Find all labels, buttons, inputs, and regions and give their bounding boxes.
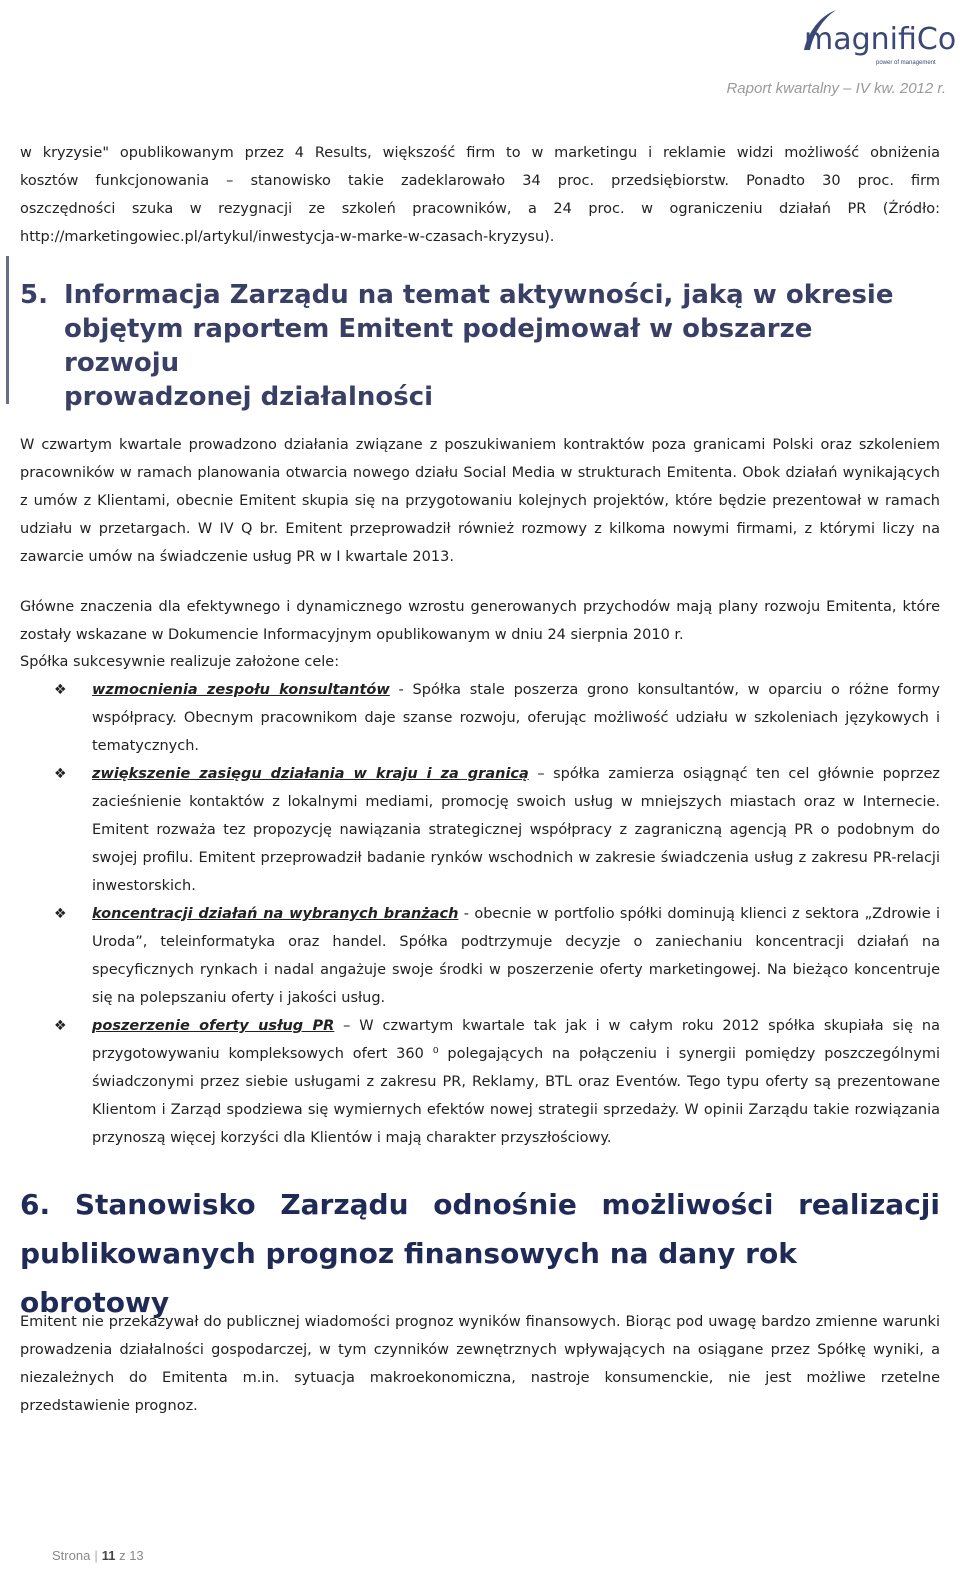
goal-text: - Spółka stale poszerza grono konsultantów, w oparciu o różne formy współpracy. Obecnym pracownikom daje szanse rozwoju, oferując możliwość udziału w szkoleniach językowych i tematycznych. (92, 682, 940, 754)
section-5-paragraph: W czwartym kwartale prowadzono działania związane z poszukiwaniem kontraktów poza granicami Polski oraz szkoleniem pracowników w ramach planowania otwarcia nowego działu Social Media w strukturach Emitenta. Obok działań wynikających z umów z Klientami, obecnie Emitent skupia się na przygotowaniu kolejnych projektów, które będzie prezentował w ramach udziału w przetargach. W IV Q br. Emitent przeprowadził również rozmowy z kilkoma nowymi firmami, z którymi liczy na zawarcie umów na świadczenie usług PR w I kwartale 2013. (20, 437, 940, 565)
goal-lead: zwiększenie zasięgu działania w kraju i za granicą (92, 766, 529, 782)
page-separator: | (94, 1548, 98, 1563)
heading-accent-bar (6, 256, 9, 404)
section-5-title-line: prowadzonej działalności (64, 382, 434, 412)
page-label: Strona (52, 1548, 91, 1563)
goal-text: - obecnie w portfolio spółki dominują klienci z sektora „Zdrowie i Uroda”, teleinformatyka oraz handel. Spółka podtrzymuje decyzje o zaniechaniu koncentracji działań na specyficznych rynkach i nadal angażuje swoje środki w poszerzenie oferty marketingowej. Na bieżąco koncentruje się na polepszaniu oferty i jakości usług. (92, 906, 940, 1006)
section-5-title-line: Informacja Zarządu na temat aktywności, jaką w okresie (64, 280, 894, 310)
intro-line: oszczędności szuka w rezygnacji ze szkoleń pracowników, a 24 proc. w ograniczeniu działań PR (Źródło: (20, 201, 940, 217)
section-6-title-line: publikowanych prognoz finansowych na dany rok obrotowy (20, 1237, 797, 1319)
goals-list (20, 676, 940, 1152)
page-total: z 13 (119, 1548, 144, 1563)
list-item (20, 676, 940, 760)
diamond-bullet-icon: ❖ (54, 682, 67, 698)
list-item (20, 900, 940, 1012)
goal-text: – W czwartym kwartale tak jak i w całym roku 2012 spółka skupiała się na przygotowywaniu kompleksowych ofert 360 ⁰ polegających na połączeniu i synergii pomiędzy poszczególnymi świadczonymi przez siebie usługami z zakresu PR, Reklamy, BTL oraz Eventów. Tego typu oferty są prezentowane Klientom i Zarząd spodziewa się wymiernych efektów nowej strategii sprzedaży. W opinii Zarządu takie rozwiązania przynoszą więcej korzyści dla Klientów i mają charakter przyszłościowy. (92, 1018, 940, 1146)
goal-text: – spółka zamierza osiągnąć ten cel głównie poprzez zacieśnienie kontaktów z lokalnymi mediami, promocję swoich usług w mniejszych miastach oraz w Internecie. Emitent rozważa tez propozycję nawiązania strategicznej współpracy z zagraniczną agencją PR o podobnym do swojej profilu. Emitent przeprowadził badanie rynków wschodnich w zakresie świadczenia usług z zakresu PR-relacji inwestorskich. (92, 766, 940, 894)
goal-lead: wzmocnienia zespołu konsultantów (92, 682, 390, 698)
intro-paragraph (20, 139, 940, 251)
section-5-number: 5. (20, 280, 48, 310)
section-5-goals-intro: Spółka sukcesywnie realizuje założone cele: (20, 654, 340, 670)
section-5-paragraph: Główne znaczenia dla efektywnego i dynamicznego wzrostu generowanych przychodów mają plany rozwoju Emitenta, które zostały wskazane w Dokumencie Informacyjnym opublikowanym w dniu 24 sierpnia 2010 r. (20, 599, 940, 643)
logo-wordmark: magnifiCo (804, 22, 957, 57)
goal-lead: poszerzenie oferty usług PR (92, 1018, 335, 1034)
section-6-title-line: 6. Stanowisko Zarządu odnośnie możliwości realizacji (20, 1188, 940, 1221)
goal-lead: koncentracji działań na wybranych branżach (92, 906, 459, 922)
report-title: Raport kwartalny – IV kw. 2012 r. (726, 80, 946, 97)
page-footer (52, 1548, 144, 1563)
intro-line: http://marketingowiec.pl/artykul/inwestycja-w-marke-w-czasach-kryzysu). (20, 229, 555, 245)
diamond-bullet-icon: ❖ (54, 1018, 67, 1034)
diamond-bullet-icon: ❖ (54, 906, 67, 922)
company-logo (784, 6, 957, 74)
intro-line: w kryzysie" opublikowanym przez 4 Results, większość firm to w marketingu i reklamie widzi możliwość obniżenia (20, 145, 940, 161)
list-item (20, 760, 940, 900)
section-6-paragraph: Emitent nie przekazywał do publicznej wiadomości prognoz wyników finansowych. Biorąc pod uwagę bardzo zmienne warunki prowadzenia działalności gospodarczej, w tym czynników zewnętrznych wpływających na osiągane przez Spółkę wyniki, a niezależnych do Emitenta m.in. sytuacja makroekonomiczna, nastroje konsumenckie, nie jest możliwe rzetelne przedstawienie prognoz. (20, 1314, 940, 1414)
section-6-heading (20, 1180, 940, 1327)
section-5-title-line: objętym raportem Emitent podejmował w obszarze rozwoju (64, 314, 813, 378)
section-5-heading (20, 278, 920, 414)
page-number: 11 (101, 1548, 116, 1563)
intro-line: kosztów funkcjonowania – stanowisko takie zadeklarowało 34 proc. przedsiębiorstw. Ponadto 30 proc. firm (20, 173, 940, 189)
diamond-bullet-icon: ❖ (54, 766, 67, 782)
logo-tagline: power of management (876, 60, 936, 66)
list-item (20, 1012, 940, 1152)
